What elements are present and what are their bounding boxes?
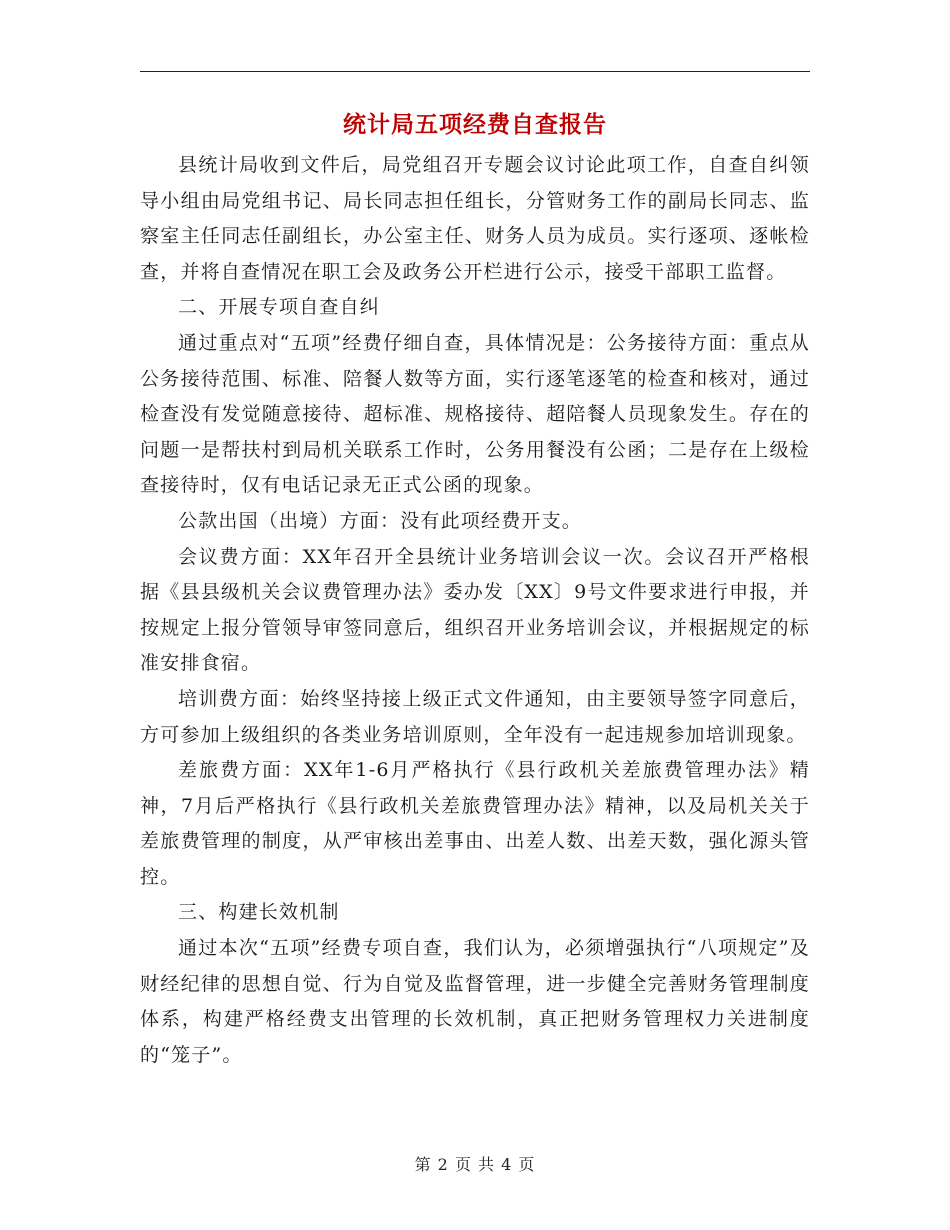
header-rule	[140, 71, 810, 72]
document-body	[140, 148, 810, 1073]
paragraph-meeting: 会议费方面：XX年召开全县统计业务培训会议一次。会议召开严格根据《县县级机关会议费管理办法》委办发〔XX〕9号文件要求进行申报，并按规定上报分管领导审签同意后，组织召开业务培训会议，并根据规定的标准安排食宿。	[140, 545, 810, 675]
paragraph-intro: 县统计局收到文件后，局党组召开专题会议讨论此项工作，自查自纠领导小组由局党组书记、局长同志担任组长，分管财务工作的副局长同志、监察室主任同志任副组长，办公室主任、财务人员为成员。实行逐项、逐帐检查，并将自查情况在职工会及政务公开栏进行公示，接受干部职工监督。	[140, 154, 810, 283]
page-number: 第 2 页 共 4 页	[414, 1155, 536, 1174]
paragraph-training: 培训费方面：始终坚持接上级正式文件通知，由主要领导签字同意后，方可参加上级组织的各类业务培训原则，全年没有一起违规参加培训现象。	[140, 687, 810, 746]
paragraph-travel: 差旅费方面：XX年1-6月严格执行《县行政机关差旅费管理办法》精神，7月后严格执行《县行政机关差旅费管理办法》精神，以及局机关关于差旅费管理的制度，从严审核出差事由、出差人数、出差天数，强化源头管控。	[140, 759, 810, 888]
paragraph-conclusion: 通过本次“五项”经费专项自查，我们认为，必须增强执行“八项规定”及财经纪律的思想自觉、行为自觉及监督管理，进一步健全完善财务管理制度体系，构建严格经费支出管理的长效机制，真正把财务管理权力关进制度的“笼子”。	[140, 937, 810, 1066]
document-title: 统计局五项经费自查报告	[343, 112, 607, 138]
paragraph-reception: 通过重点对“五项”经费仔细自查，具体情况是：公务接待方面：重点从公务接待范围、标准、陪餐人数等方面，实行逐笔逐笔的检查和核对，通过检查没有发觉随意接待、超标准、规格接待、超陪餐人员现象发生。存在的问题一是帮扶村到局机关联系工作时，公务用餐没有公函；二是存在上级检查接待时，仅有电话记录无正式公函的现象。	[140, 331, 810, 497]
section-heading-self-inspection: 二、开展专项自查自纠	[178, 296, 381, 319]
paragraph-overseas: 公款出国（出境）方面：没有此项经费开支。	[178, 509, 583, 532]
section-heading-mechanism: 三、构建长效机制	[178, 901, 340, 924]
